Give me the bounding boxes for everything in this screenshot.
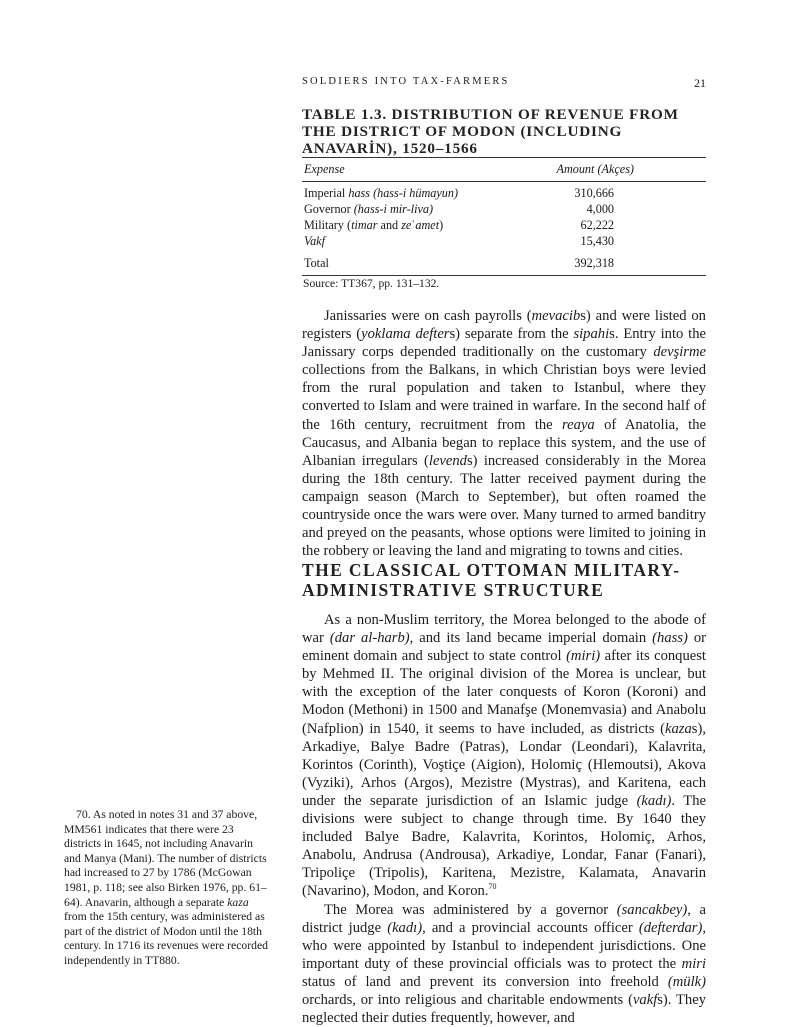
table-row — [302, 233, 706, 249]
paragraph-text: The Morea was administered by a governor (sancakbey), a district judge (kadı), and a provincial accounts officer (defterdar), who were appointed by Istanbul to independent jurisdictions. One important duty of these provincial officials was to protect the miri status of land and prevent its conversion into freehold (mülk) orchards, or into religious and charitable endowments (vakfs). They neglected their duties frequently, however, and — [302, 901, 706, 1027]
table-title: TABLE 1.3. DISTRIBUTION OF REVENUE FROM THE DISTRICT OF MODON (INCLUDING ANAVARİN), 1520–1566 — [302, 106, 712, 157]
row-amount: 4,000 — [504, 201, 614, 217]
table-source: Source: TT367, pp. 131–132. — [303, 277, 439, 290]
footnote-text: 70. As noted in notes 31 and 37 above, MM561 indicates that there were 23 districts in 1645, not including Anavarin and Manya (Mani). The number of districts had increased to 27 by 1786 (McGowan 1981, p. 118; see also Birken 1976, pp. 61–64). Anavarin, although a separate kaza from the 15th century, was administered as part of the district of Modon until the 18th century. In 1716 its revenues were recorded independently in TT880. — [64, 808, 270, 969]
total-amount: 392,318 — [504, 255, 614, 271]
total-label: Total — [302, 255, 504, 271]
table-row — [302, 201, 706, 217]
page-number: 21 — [694, 76, 706, 91]
header-amount: Amount (Akçes) — [494, 162, 634, 178]
row-amount: 15,430 — [504, 233, 614, 249]
header-expense: Expense — [302, 162, 494, 178]
paragraph-text: Janissaries were on cash payrolls (mevacibs) and were listed on registers (yoklama defters) separate from the sipahis. Entry into the Janissary corps depended traditionally on the customary devşirme collections from the Balkans, in which Christian boys were levied from the rural population and taken to Istanbul, where they converted to Islam and were trained in warfare. In the second half of the 16th century, recruitment from the reaya of Anatolia, the Caucasus, and Albania began to replace this system, and the use of Albanian irregulars (levends) increased considerably in the Morea during the 18th century. The latter received payment during the campaign season (March to September), but often roamed the countryside once the wars were over. Many turned to armed banditry and preyed on the peasants, whose options were limited to joining in the robbery or leaving the land and migrating to towns and cities. — [302, 307, 706, 560]
row-expense: Governor (hass-i mir-liva) — [302, 201, 504, 217]
paragraph-text: As a non-Muslim territory, the Morea belonged to the abode of war (dar al-harb), and its land became imperial domain (hass) or eminent domain and subject to state control (miri) after its conquest by Mehmed II. The original division of the Morea is unclear, but with the exception of the later conquests of Koron (Koroni) and Modon (Methoni) in 1500 and Manafşe (Monemvasia) and Anabolu (Nafplion) in 1540, it seems to have included, as districts (kazas), Arkadiye, Balye Badre (Patras), Londar (Leondari), Kalavrita, Korintos (Corinth), Voştiçe (Aigion), Holomiç (Hlemoutsi), Akova (Vyziki), Arhos (Argos), Mezistre (Mystras), and Karitena, each under the separate jurisdiction of an Islamic judge (kadı). The divisions were subject to change through time. By 1640 they included Balye Badre, Kalavrita, Korintos, Holomiç, Arhos, Anabolu, Andrusa (Androusa), Arkadiye, Londar, Fanar (Fanari), Tripoliçe (Tripolis), Karitena, Mezistre, Kalamata, Anavarin (Navarino), Modon, and Koron.$^{70}$ — [302, 611, 706, 901]
table-row — [302, 185, 706, 201]
row-amount: 62,222 — [504, 217, 614, 233]
section-heading: THE CLASSICAL OTTOMAN MILITARY-ADMINISTRATIVE STRUCTURE — [302, 560, 706, 600]
paragraph-janissaries — [302, 307, 706, 560]
footnote-70 — [64, 808, 270, 969]
running-head — [302, 76, 706, 91]
table-header-row — [302, 158, 706, 181]
table-row — [302, 217, 706, 233]
revenue-table — [302, 157, 706, 276]
running-head-title: SOLDIERS INTO TAX-FARMERS — [302, 76, 510, 91]
row-expense: Vakf — [302, 233, 504, 249]
row-expense: Imperial hass (hass-i hümayun) — [302, 185, 504, 201]
paragraph-morea — [302, 611, 706, 1027]
table-total-row — [302, 255, 706, 271]
row-expense: Military (timar and zeʿamet) — [302, 217, 504, 233]
table-body — [302, 182, 706, 249]
row-amount: 310,666 — [504, 185, 614, 201]
